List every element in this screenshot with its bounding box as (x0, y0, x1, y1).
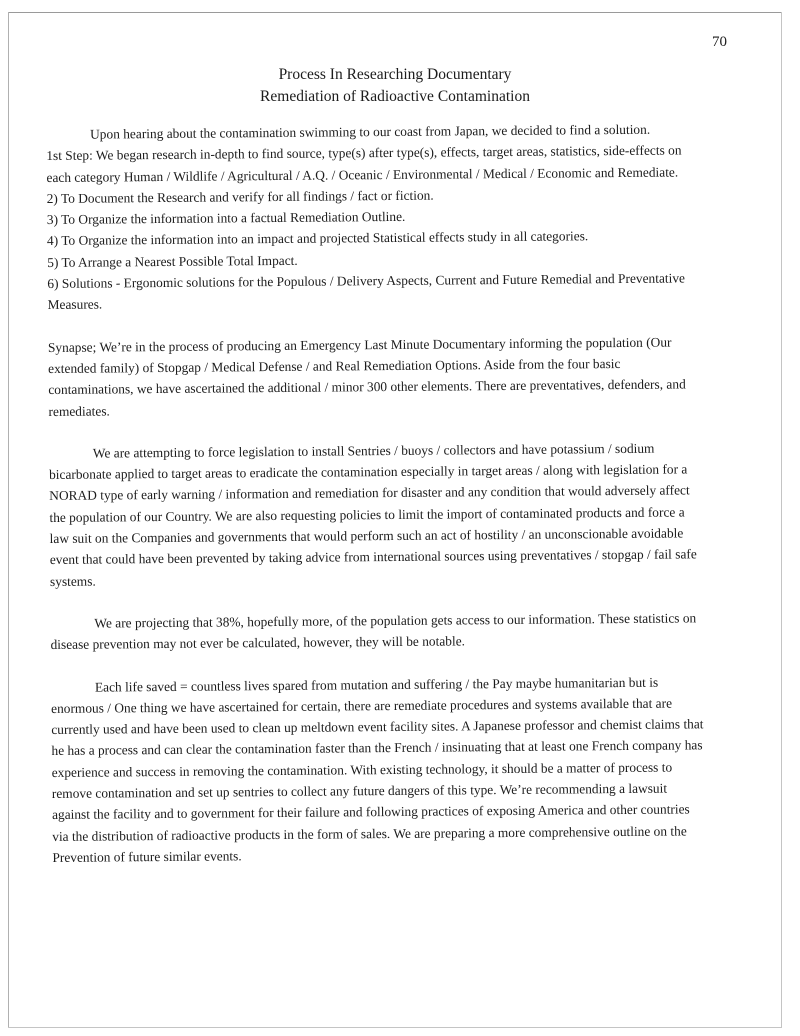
document-title (40, 64, 750, 108)
page-number: 70 (712, 34, 727, 50)
paragraph-line: extended family) of Stopgap / Medical Defense / and Real Remediation Options. Aside from the four basic (48, 355, 621, 376)
paragraph-line: 2) To Document the Research and verify for all findings / fact or fiction. (46, 187, 434, 206)
paragraph-line: experience and success in removing the contamination. With existing technology, it should be a matter of process to (51, 759, 673, 780)
paragraph-line: 6) Solutions - Ergonomic solutions for the Populous / Delivery Aspects, Current and Future Remedial and Preventative (47, 270, 686, 292)
scan-edge-bottom (8, 1027, 782, 1028)
paragraph-1 (46, 118, 754, 316)
paragraph-line: Prevention of future similar events. (52, 848, 242, 865)
paragraph-line: We are projecting that 38%, hopefully more, of the population gets access to our information. These statistics on (94, 610, 697, 631)
paragraph-line: Upon hearing about the contamination swimming to our coast from Japan, we decided to find a solution. (90, 121, 651, 142)
paragraph-line: bicarbonate applied to target areas to eradicate the contamination especially in target areas / along with legislation for a (48, 461, 688, 483)
paragraph-line: 4) To Organize the information into an impact and projected Statistical effects study in all categories. (46, 228, 589, 249)
paragraph-line: law suit on the Companies and governments that would perform such an act of hostility / an unconscionable avoidable (49, 525, 684, 547)
paragraph-line: he has a process and can clear the contamination faster than the French / insinuating that at least one French company has (51, 737, 703, 759)
paragraph-line: Measures. (47, 296, 103, 313)
paragraph-line: We are attempting to force legislation to install Sentries / buoys / collectors and have potassium / sodium (92, 440, 655, 461)
paragraph-4 (50, 607, 756, 656)
paragraph-5 (51, 670, 759, 868)
title-line-1: Process In Researching Documentary (278, 66, 512, 83)
paragraph-line: remove contamination and set up sentries to collect any future dangers of this type. We’re recommending a lawsuit (51, 780, 668, 801)
paragraph-2 (48, 331, 755, 422)
paragraph-line: 1st Step: We began research in-depth to find source, type(s) after type(s), effects, target areas, statistics, side-effects on (46, 142, 682, 164)
paragraph-line: remediates. (48, 403, 110, 419)
paragraph-line: event that could have been prevented by taking advice from international sources using preventatives / stopgap / fail safe (49, 546, 697, 568)
paragraph-line: Synapse; We’re in the process of producing an Emergency Last Minute Documentary informing the population (Our (47, 334, 672, 355)
paragraph-line: currently used and have been used to clean up meltdown event facility sites. A Japanese professor and chemist claims that (51, 716, 704, 738)
document-body (46, 118, 759, 889)
paragraph-line: systems. (49, 573, 96, 589)
title-line-2: Remediation of Radioactive Contamination (260, 88, 530, 105)
paragraph-line: enormous / One thing we have ascertained for certain, there are remediate procedures and systems available that are (51, 695, 673, 716)
paragraph-3 (49, 437, 756, 592)
paragraph-line: Each life saved = countless lives spared from mutation and suffering / the Pay maybe humanitarian but is (94, 674, 659, 695)
scan-edge-top (8, 12, 782, 13)
paragraph-line: the population of our Country. We are also requesting policies to limit the import of contaminated products and force a (49, 504, 685, 525)
paragraph-line: against the facility and to government for their failure and following practices of exposing America and other countries (51, 801, 690, 823)
paragraph-line: NORAD type of early warning / information and remediation for disaster and any condition that would adversely affect (49, 482, 690, 504)
paragraph-line: each category Human / Wildlife / Agricultural / A.Q. / Oceanic / Environmental / Medical / Economic and Remediate. (46, 164, 679, 185)
scan-edge-right (781, 12, 782, 1028)
paragraph-line: contaminations, we have ascertained the additional / minor 300 other elements. There are preventatives, defenders, and (48, 376, 686, 398)
paragraph-line: via the distribution of radioactive products in the form of sales. We are preparing a more comprehensive outline on the (52, 823, 687, 844)
scan-edge-left (8, 12, 9, 1028)
paragraph-line: 3) To Organize the information into a factual Remediation Outline. (46, 209, 406, 228)
paragraph-line: 5) To Arrange a Nearest Possible Total Impact. (47, 252, 298, 270)
paragraph-line: disease prevention may not ever be calculated, however, they will be notable. (50, 633, 466, 653)
